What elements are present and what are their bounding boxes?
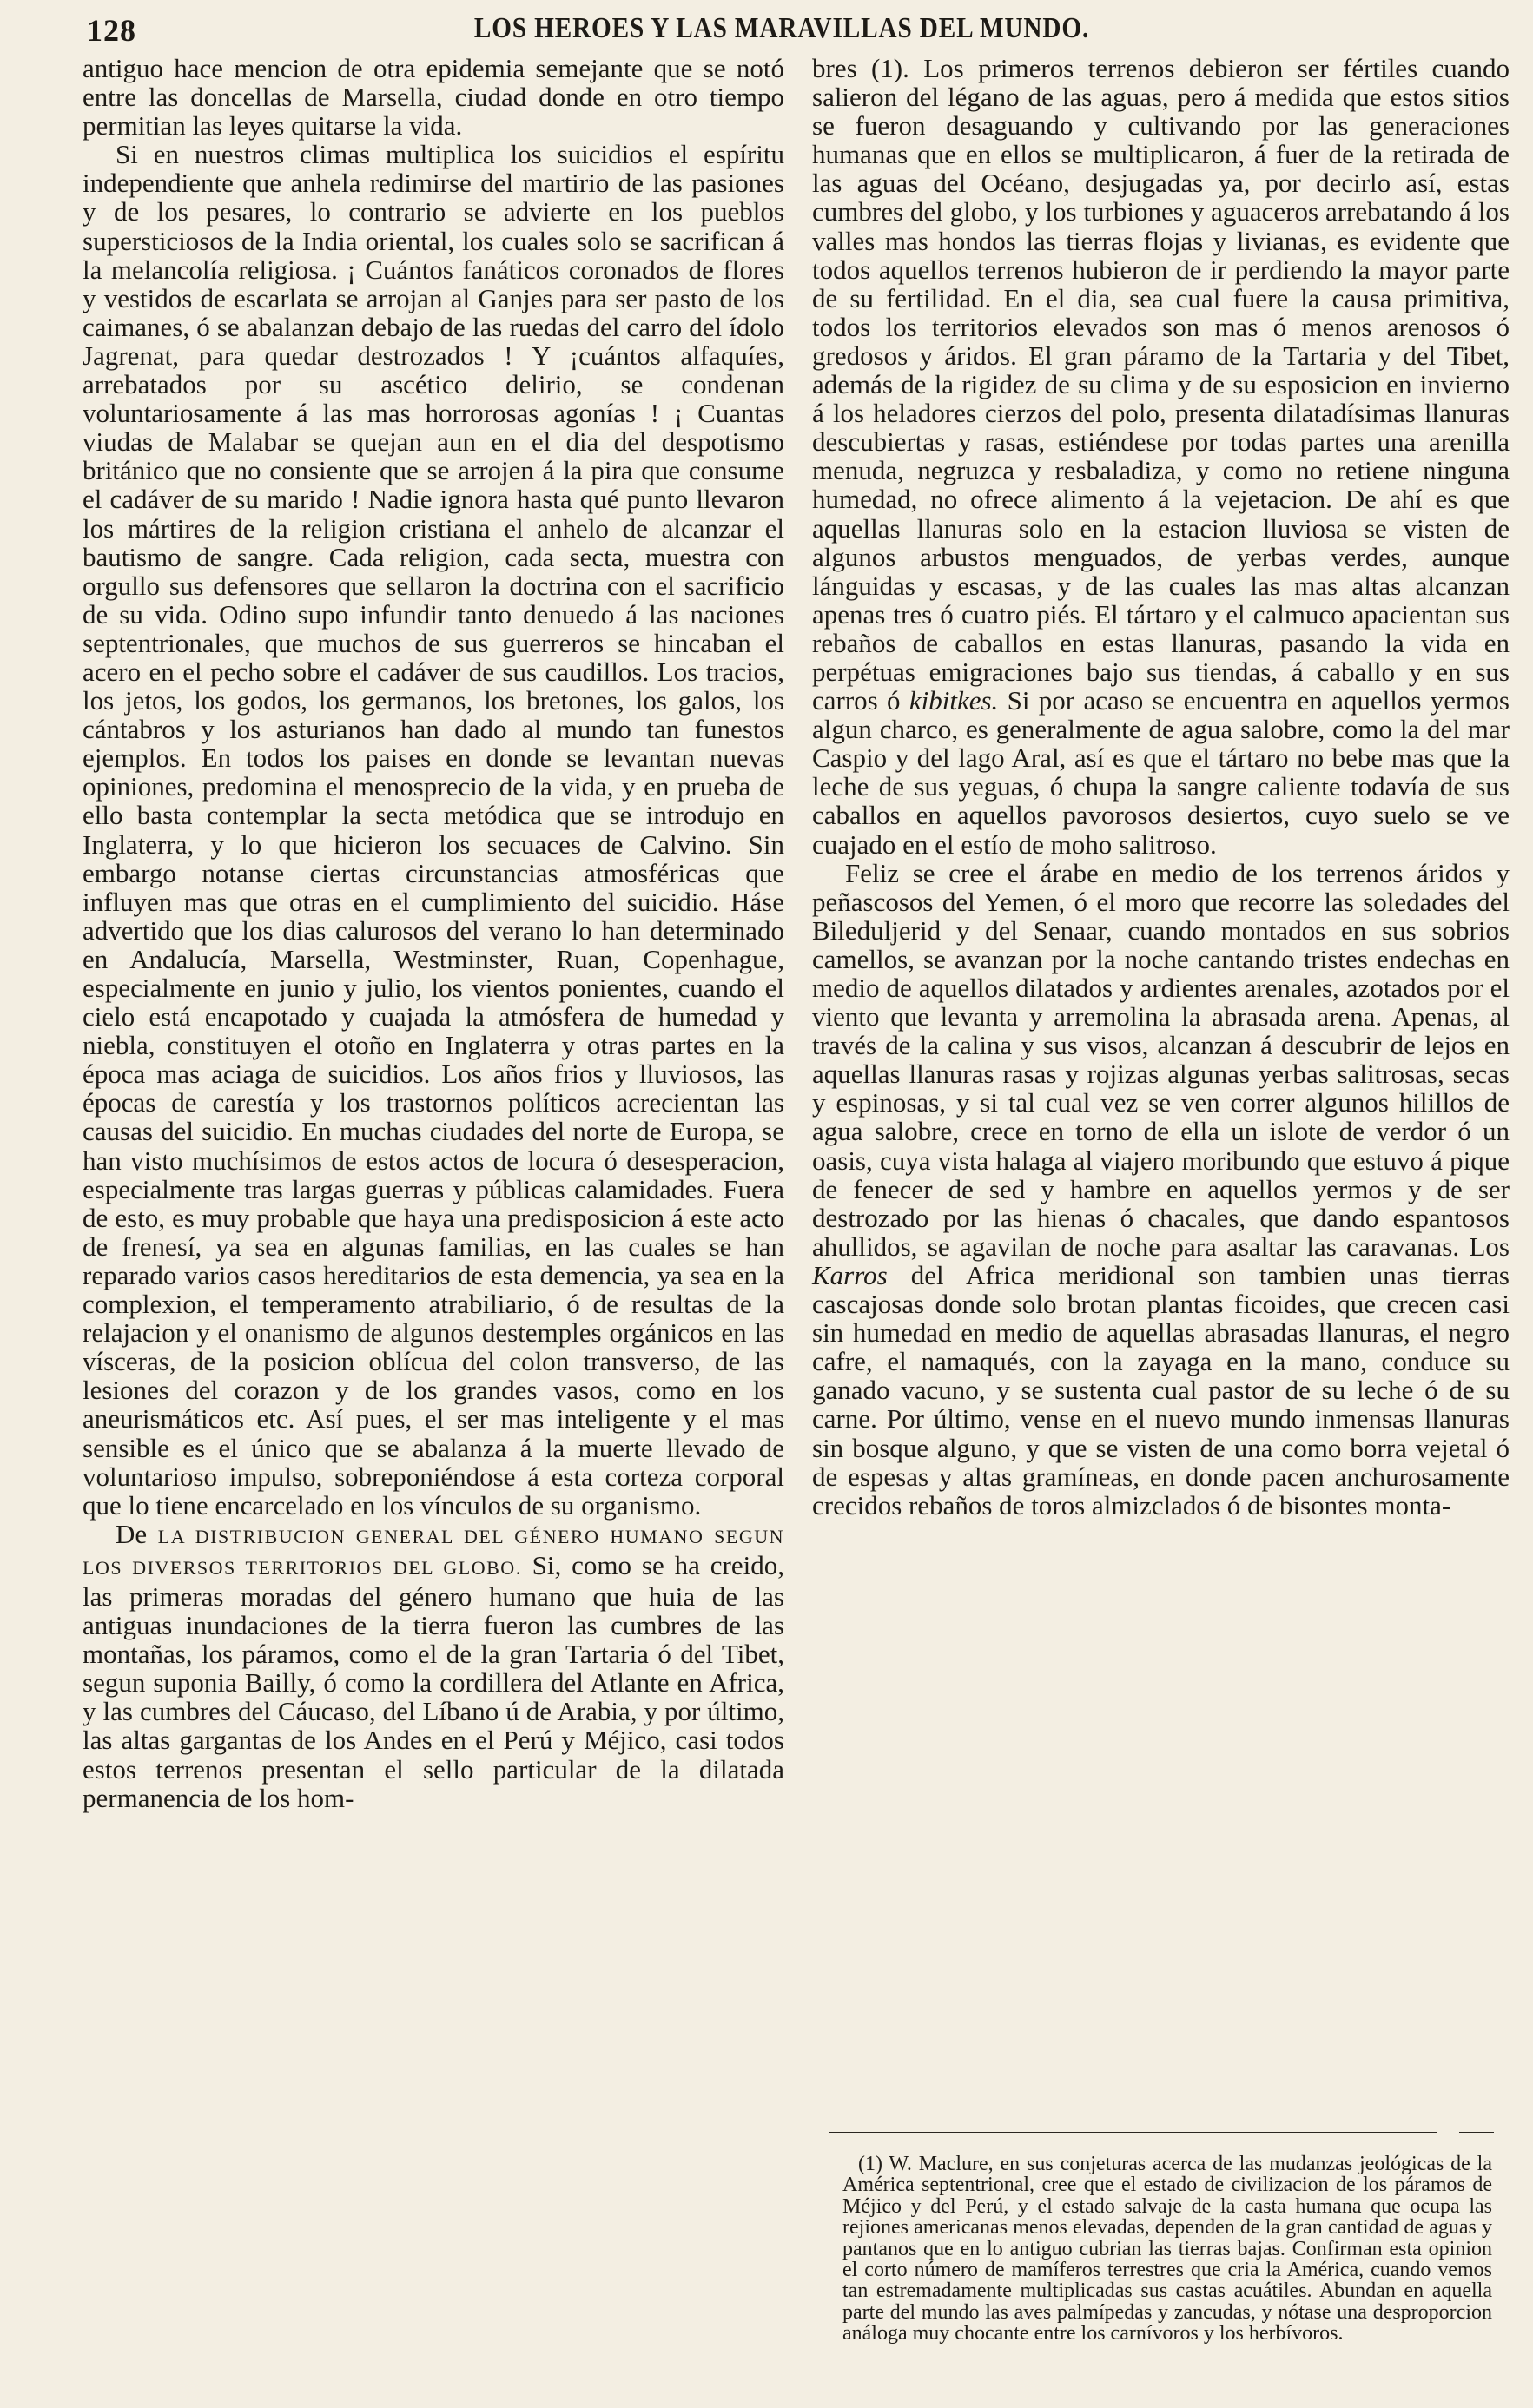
left-column	[83, 54, 784, 1812]
right-column	[812, 54, 1510, 1520]
footnote-rule-long	[829, 2132, 1437, 2133]
section-heading: LA DISTRIBUCION GENERAL DEL GÉNERO HUMANO SEGUN LOS DIVERSOS TERRITORIOS DEL GLOBO.	[83, 1525, 785, 1579]
italic-term: Karros	[812, 1259, 888, 1290]
paragraph-text: bres (1). Los primeros terrenos debieron ser fértiles cuando salieron del légano de las aguas, pero á medida que estos sitios se fueron desaguando y cultivando por las generaciones humanas que en ellos se multiplicaron, á fuer de la retirada de las aguas del Océano, desjugadas ya, por decirlo así, estas cumbres del globo, y los turbiones y aguaceros arrebatando á los valles mas hondos las tierras flojas y livianas, es evidente que todos aquellos terrenos hubieron de ir perdiendo la mayor parte de su fertilidad. En el dia, sea cual fuere la causa primitiva, todos los territorios elevados son mas ó menos arenosos ó gredosos y áridos. El gran páramo de la Tartaria y del Tibet, además de la rigidez de su clima y de su esposicion en invierno á los heladores cierzos del polo, presenta dilatadísimas llanuras descubiertas y rasas, estiéndese por todas partes una arenilla menuda, negruzca y resbaladiza, y como no retiene ninguna humedad, no ofrece alimento á la vejetacion. De ahí es que aquellas llanuras solo en la estacion lluviosa se visten de algunos arbustos menguados, de yerbas verdes, aunque lánguidas y escasas, y de las cuales las mas altas alcanzan apenas tres ó cuatro piés. El tártaro y el calmuco apacientan sus rebaños de caballos en estas llanuras, pasando la vida en perpétuas emigraciones bajo sus tiendas, á caballo y en sus carros ó	[812, 53, 1510, 716]
page-number: 128	[87, 13, 136, 48]
paragraph: antiguo hace mencion de otra epidemia semejante que se notó entre las doncellas de Marsella, ciudad donde en otro tiempo permitian las leyes quitarse la vida.	[83, 53, 784, 142]
section-paragraph	[83, 1520, 784, 1812]
paragraph: Si en nuestros climas multiplica los suicidios el espíritu independiente que anhela redimirse del martirio de las pasiones y de los pesares, lo contrario se advierte en los pueblos supersticiosos de la India oriental, los cuales solo se sacrifican á la melancolía religiosa. ¡ Cuántos fanáticos coronados de flores y vestidos de escarlata se arrojan al Ganjes para ser pasto de los caimanes, ó se abalanzan debajo de las ruedas del carro del ídolo Jagrenat, para quedar destrozados ! Y ¡cuántos alfaquíes, arrebatados por su ascético delirio, se condenan voluntariosamente á las mas horrorosas agonías ! ¡ Cuantas viudas de Malabar se quejan aun en el dia del despotismo británico que no consiente que se arrojen á la pira que consume el cadáver de su marido ! Nadie ignora hasta qué punto llevaron los mártires de la religion cristiana el anhelo de alcanzar el bautismo de sangre. Cada religion, cada secta, muestra con orgullo sus defensores que sellaron la doctrina con el sacrificio de su vida. Odino supo infundir tanto denuedo á las naciones septentrionales, que muchos de sus guerreros se hincaban el acero en el pecho sobre el cadáver de sus caudillos. Los tracios, los jetos, los godos, los germanos, los bretones, los galos, los cántabros y los asturianos han dado al mundo tan funestos ejemplos. En todos los paises en donde se levantan nuevas opiniones, predomina el menosprecio de la vida, y en prueba de ello basta contemplar la secta metódica que se introdujo en Inglaterra, y lo que hicieron los secuaces de Calvino. Sin embargo notanse ciertas circunstancias atmosféricas que influyen mas que otras en el cumplimiento del suicidio. Háse advertido que los dias calurosos del verano lo han determinado en Andalucía, Marsella, Westminster, Ruan, Copenhague, especialmente en junio y julio, los vientos ponientes, cuando el cielo está encapotado y cuajada la atmósfera de humedad y niebla, constituyen el otoño en Inglaterra y otras partes en la época mas aciaga de suicidios. Los años frios y lluviosos, las épocas de carestía y los trastornos políticos acrecientan las causas del suicidio. En muchas ciudades del norte de Europa, se han visto muchísimos de estos actos de locura ó desesperacion, especialmente tras largas guerras y públicas calamidades. Fuera de esto, es muy probable que haya una predisposicion á este acto de frenesí, ya sea en algunas familias, en las cuales se han reparado varios casos hereditarios de esta demencia, ya sea en la complexion, el temperamento atrabiliario, ó de resultas de la relajacion y el onanismo de algunos destemples orgánicos en las vísceras, de la posicion oblícua del colon transverso, de las lesiones del corazon y de los grandes vasos, como en los aneurismáticos etc. Así pues, el ser mas inteligente y el mas sensible es el único que se abalanza á la muerte llevado de voluntarioso impulso, sobreponiéndose á esta corteza corporal que lo tiene encarcelado en los vínculos de su organismo.	[83, 139, 784, 1521]
paragraph	[812, 859, 1510, 1520]
footnote-text: (1) W. Maclure, en sus conjeturas acerca de las mudanzas jeológicas de la América septentrional, cree que el estado de civilizacion de los páramos de Méjico y del Perú, y el estado salvaje de la casta humana que ocupa las rejiones americanas menos elevadas, dependen de la gran cantidad de aguas y pantanos que en lo antiguo cubrian las tierras bajas. Confirman esta opinion el corto número de mamíferos terrestres que cria la América, cuando vemos tan estremadamente multiplicadas sus castas acuátiles. Abundan en aquella parte del mundo las aves palmípedas y zancudas, y nótase una desproporcion análoga muy chocante entre los carnívoros y los herbívoros.	[842, 2153, 1492, 2345]
italic-term: kibitkes.	[909, 685, 999, 716]
section-heading-lead: De	[116, 1518, 148, 1549]
paragraph-text: Si por acaso se encuentra en aquellos yermos algun charco, es generalmente de agua salobre, como la del mar Caspio y del lago Aral, así es que el tártaro no bebe mas que la leche de sus yeguas, ó chupa la sangre caliente todavía de sus caballos en aquellos pavorosos desiertos, cuyo suelo se ve cuajado en el estío de moho salitroso.	[812, 685, 1510, 860]
paragraph-text: del Africa meridional son tambien unas tierras cascajosas donde solo brotan plantas ficoides, que crecen casi sin humedad en medio de aquellas abrasadas llanuras, el negro cafre, el namaqués, con la zayaga en la mano, conduce su ganado vacuno, y se sustenta cual pastor de su leche ó de su carne. Por último, vense en el nuevo mundo inmensas llanuras sin bosque alguno, y que se visten de una como borra vejetal ó de espesas y altas gramíneas, en donde pacen anchurosamente crecidos rebaños de toros almizclados ó de bisontes monta-	[812, 1259, 1510, 1521]
section-body: Si, como se ha creido, las primeras moradas del género humano que huia de las antiguas inundaciones de la tierra fueron las cumbres de las montañas, los páramos, como el de la gran Tartaria ó del Tibet, segun suponia Bailly, ó como la cordillera del Atlante en Africa, y las cumbres del Cáucaso, del Líbano ú de Arabia, y por último, las altas gargantas de los Andes en el Perú y Méjico, casi todos estos terrenos presentan el sello particular de la dilatada permanencia de los hom-	[83, 1549, 785, 1813]
page-header	[87, 7, 1477, 52]
paragraph-text: Feliz se cree el árabe en medio de los terrenos áridos y peñascosos del Yemen, ó el moro que recorre las soledades del Bileduljerid y del Senaar, cuando montados en sus sobrios camellos, se avanzan por la noche cantando tristes endechas en medio de aquellos dilatados y ardientes arenales, azotados por el viento que levanta y arremolina la abrasada arena. Apenas, al través de la calina y sus visos, alcanzan á descubrir de lejos en aquellas llanuras rasas y rojizas algunas yerbas salitrosas, secas y espinosas, y si tal cual vez se ven correr algunos hilillos de agua salobre, crece en torno de ella un islote de verdor ó un oasis, cuya vista halaga al viajero moribundo que estuvo á pique de fenecer de sed y hambre en aquellos yermos y de ser destrozado por las hienas ó chacales, que dando espantosos ahullidos, se agavilan de noche para asaltar las caravanas. Los	[812, 857, 1510, 1262]
footnote-rule-short	[1459, 2132, 1494, 2133]
paragraph	[812, 54, 1510, 859]
running-title: LOS HEROES Y LAS MARAVILLAS DEL MUNDO.	[473, 12, 1090, 44]
footnote	[842, 2154, 1492, 2345]
